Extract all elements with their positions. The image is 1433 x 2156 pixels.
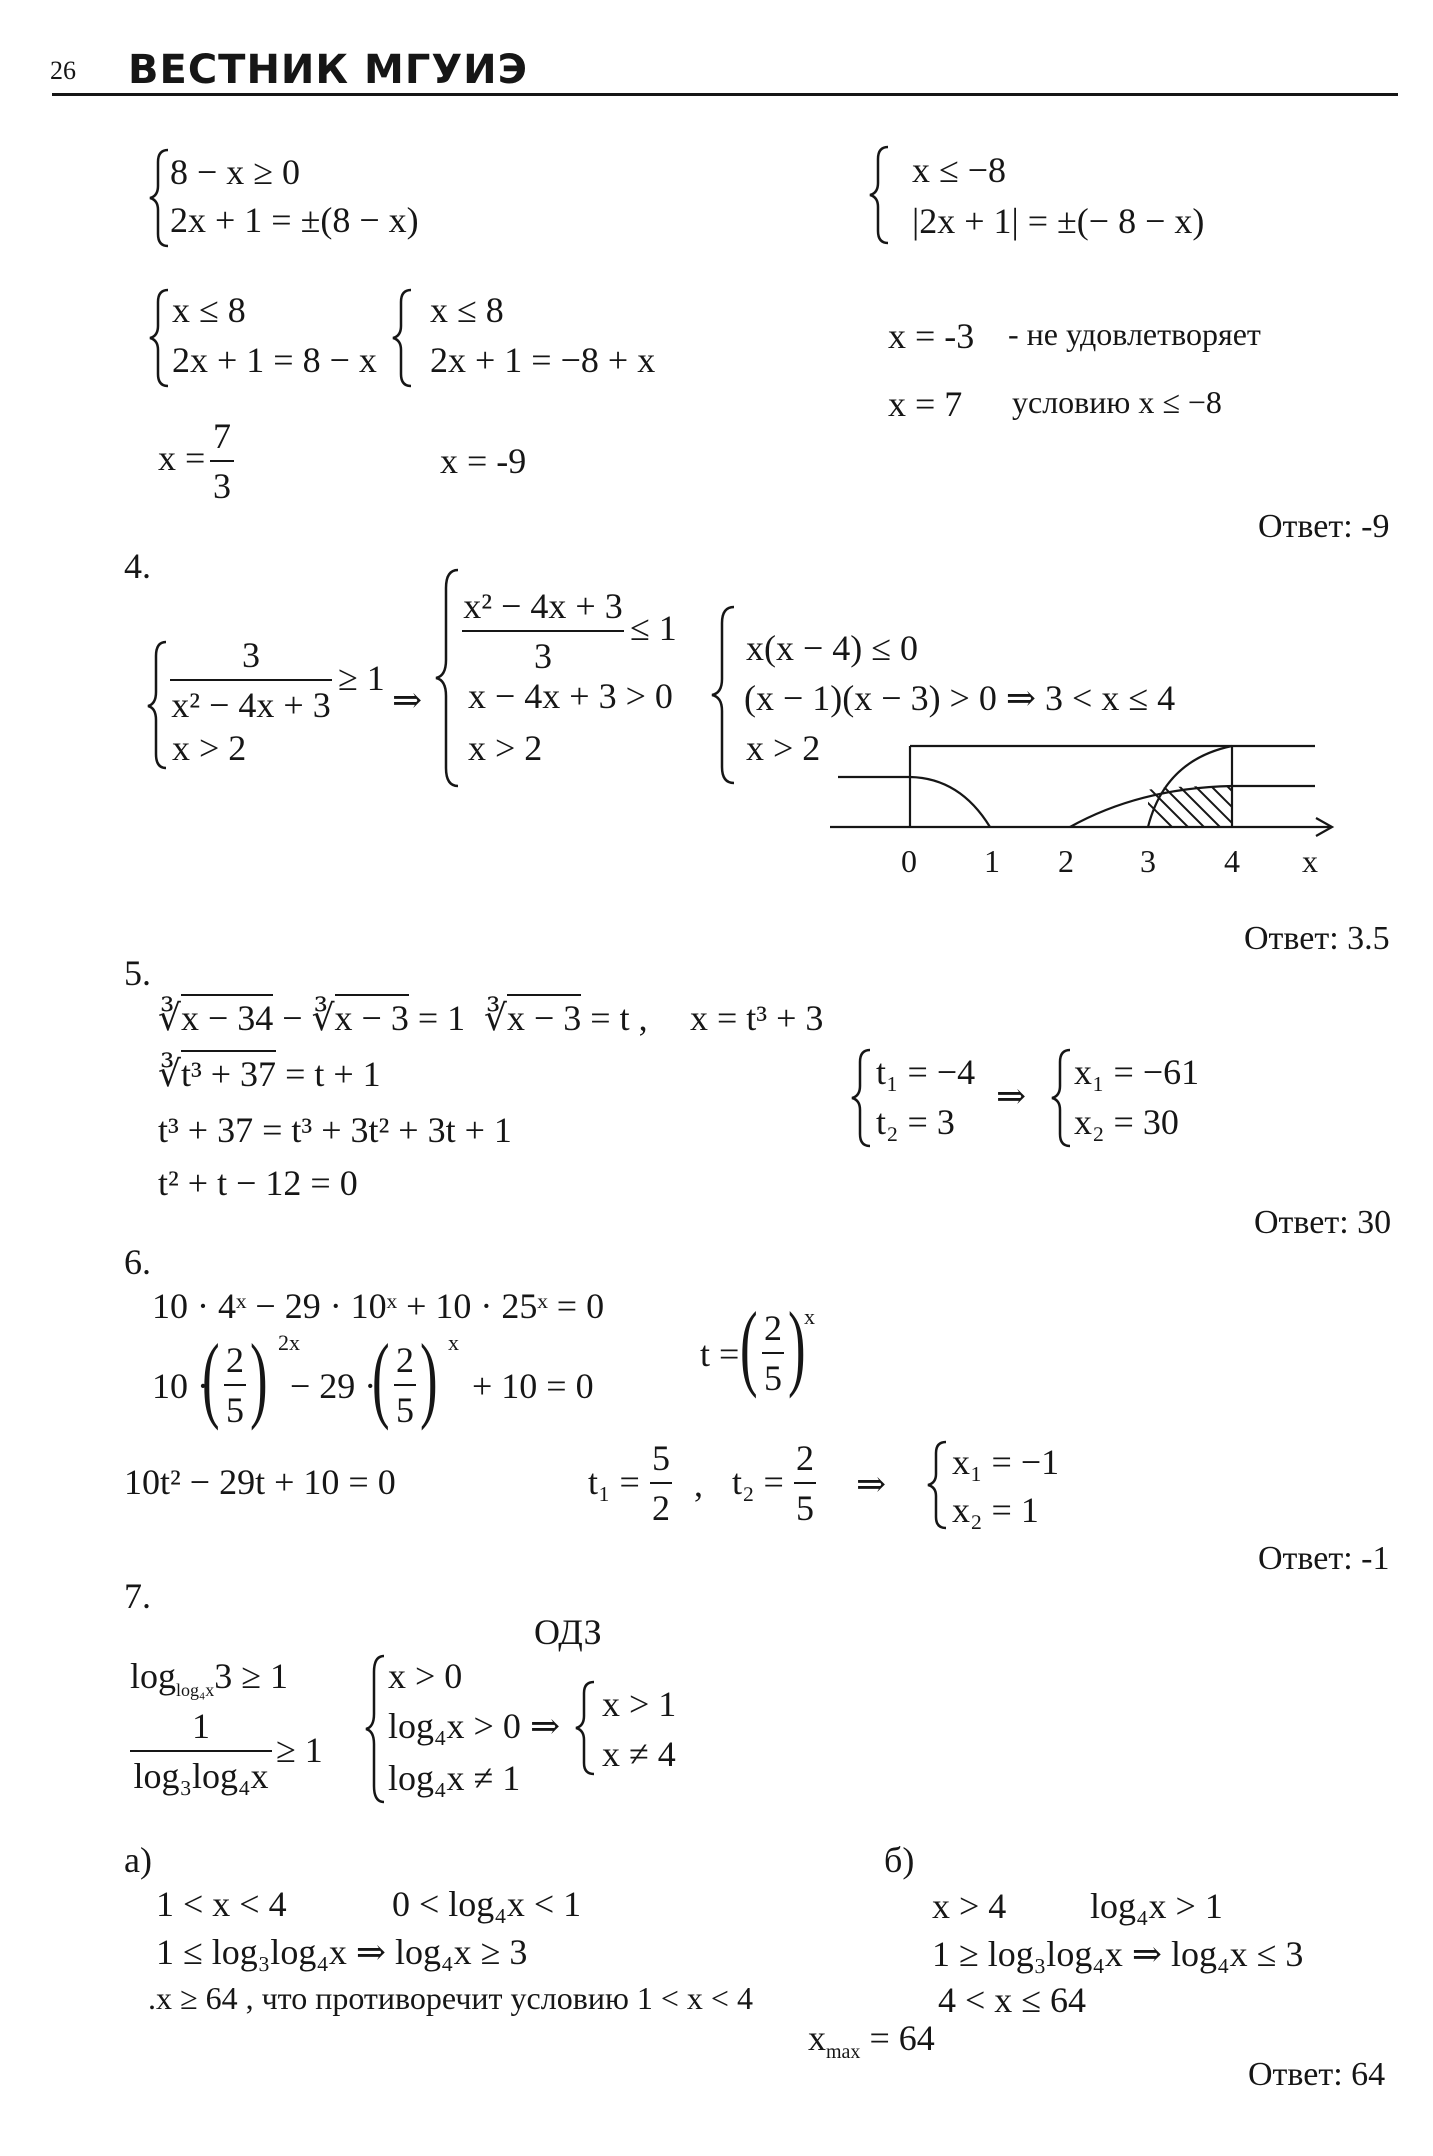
root-sign-1: ∛ [158, 998, 181, 1038]
answer-7: Ответ: 64 [1248, 2056, 1386, 2093]
p4-frac-num: 3 [242, 635, 260, 675]
p5-line3: t³ + 37 = t³ + 3t² + 3t + 1 [158, 1110, 512, 1150]
p4-mid-line3: x > 2 [468, 728, 543, 768]
p5-t1: t₁ = −4 [876, 1052, 976, 1092]
p7-b-label: б) [884, 1840, 915, 1880]
p5-implies: ⇒ [996, 1076, 1027, 1116]
xmax-val: = 64 [860, 2018, 935, 2058]
p6-t2-frac [794, 1440, 816, 1526]
p6-comma: , [694, 1464, 703, 1504]
p6-t1-num: 5 [652, 1438, 670, 1478]
p7-line1 [130, 1658, 288, 1699]
p4-left-fraction [170, 637, 332, 723]
xmax-sub: max [826, 2041, 861, 2063]
journal-title: ВЕСТНИК МГУИЭ [128, 47, 528, 93]
answer-5: Ответ: 30 [1254, 1204, 1392, 1241]
p6-frac-1 [224, 1342, 246, 1428]
p4-mid-line2: x − 4x + 3 > 0 [468, 676, 673, 716]
p6-line2-a: 10 · [152, 1366, 209, 1406]
note-eq-1: x = -3 [888, 316, 975, 356]
brace-p4-left [148, 640, 168, 770]
p5-x-expr: x = t³ + 3 [690, 998, 824, 1038]
p6-line1: 10 · 4ˣ − 29 · 10ˣ + 10 · 25ˣ = 0 [152, 1286, 605, 1326]
p6-t1-den: 2 [652, 1488, 670, 1528]
p6-t1-frac [650, 1440, 672, 1526]
paren-open-3: ( [740, 1292, 758, 1399]
sys4-line2: 2x + 1 = −8 + x [430, 340, 656, 380]
p4-mid-frac-num: x² − 4x + 3 [463, 586, 623, 626]
p5-t2: t₂ = 3 [876, 1102, 955, 1142]
axis-label-3: 3 [1140, 843, 1156, 879]
x1-lhs: x = [158, 438, 206, 478]
xmax-var: x [808, 2018, 826, 2058]
p4-right-line2: (x − 1)(x − 3) > 0 ⇒ 3 < x ≤ 4 [744, 678, 1176, 718]
p5-x2: x₂ = 30 [1074, 1102, 1179, 1142]
p7-res-2: x ≠ 4 [602, 1734, 676, 1774]
p4-le1: ≤ 1 [630, 608, 677, 648]
log-base: log₄x [176, 1680, 215, 1700]
axis-label-x: x [1302, 843, 1318, 879]
paren-open-2: ( [372, 1324, 390, 1431]
brace-p4-right [712, 605, 736, 785]
interval-diagram [820, 735, 1340, 879]
p7-a-line1: 1 < x < 4 [156, 1884, 287, 1924]
p7-b-line2: log₄x > 1 [1090, 1886, 1223, 1926]
x2-value: x = -9 [440, 441, 527, 481]
x1-fraction [210, 418, 234, 504]
sub-rhs: = t , [581, 998, 648, 1038]
p4-right-line1: x(x − 4) ≤ 0 [746, 628, 919, 668]
p6-frac2-num: 2 [396, 1340, 414, 1380]
p5-line2 [158, 1056, 381, 1092]
p6-x1: x₁ = −1 [952, 1442, 1060, 1482]
p4-mid-fraction [462, 588, 624, 674]
p7-a-line3: 1 ≤ log₃log₄x ⇒ log₄x ≥ 3 [156, 1932, 528, 1972]
p6-frac1-num: 2 [226, 1340, 244, 1380]
answer-4: Ответ: 3.5 [1244, 920, 1390, 957]
p7-b-line1: x > 4 [932, 1886, 1007, 1926]
line2-rhs: = t + 1 [276, 1054, 381, 1094]
p7-odz-label: ОДЗ [534, 1612, 602, 1652]
brace-p7-res [576, 1680, 596, 1776]
paren-close-1: ) [250, 1324, 268, 1431]
log-word: log [130, 1656, 177, 1696]
answer-6: Ответ: -1 [1258, 1540, 1390, 1577]
sub-root: ∛ [484, 998, 507, 1038]
p7-odz-2: log₄x > 0 [388, 1706, 521, 1746]
p6-t2-lhs: t₂ = [732, 1462, 784, 1502]
p6-line2-c: + 10 = 0 [472, 1366, 594, 1406]
axis-label-4: 4 [1224, 843, 1240, 879]
p7-odz-3: log₄x ≠ 1 [388, 1758, 521, 1798]
p6-frac2-den: 5 [396, 1390, 414, 1430]
problem-7-number: 7. [124, 1576, 151, 1616]
root-sign-2: − ∛ [273, 998, 335, 1038]
log-rest: 3 ≥ 1 [214, 1656, 289, 1696]
line1-rhs: = 1 [408, 998, 466, 1038]
p6-t1-lhs: t₁ = [588, 1462, 640, 1502]
p4-left-x-gt-2: x > 2 [172, 728, 247, 768]
p5-line4: t² + t − 12 = 0 [158, 1163, 358, 1203]
p7-a-label: а) [124, 1840, 152, 1880]
axis-label-2: 2 [1058, 843, 1074, 879]
p7-implies: ⇒ [530, 1706, 561, 1746]
sys1-line1: 8 − x ≥ 0 [170, 152, 301, 192]
p6-exp-2x: 2x [278, 1330, 300, 1355]
brace-sys4 [393, 288, 413, 388]
sys3-line2: 2x + 1 = 8 − x [172, 340, 377, 380]
axis-label-0: 0 [901, 843, 917, 879]
radicand-3: t³ + 37 [181, 1050, 276, 1094]
note-eq-2: x = 7 [888, 384, 963, 424]
p6-implies: ⇒ [856, 1464, 887, 1504]
p7-b-line4: 4 < x ≤ 64 [938, 1980, 1087, 2020]
paren-open-1: ( [202, 1324, 220, 1431]
p5-substitution [484, 1000, 648, 1036]
sys2-line2: |2x + 1| = ±(− 8 − x) [912, 201, 1205, 241]
note-text-1: - не удовлетворяет [1008, 316, 1261, 352]
axis-label-1: 1 [984, 843, 1000, 879]
p6-frac-3 [762, 1310, 784, 1396]
p6-x2: x₂ = 1 [952, 1490, 1039, 1530]
p5-x1: x₁ = −61 [1074, 1052, 1200, 1092]
brace-p6-x [928, 1440, 948, 1530]
p6-exp-x-2: x [804, 1304, 815, 1329]
p6-t2-den: 5 [796, 1488, 814, 1528]
p4-implies-1: ⇒ [392, 680, 423, 720]
brace-sys2 [870, 145, 890, 245]
header-rule [52, 93, 1398, 96]
paren-close-3: ) [788, 1292, 806, 1399]
p4-frac-den: x² − 4x + 3 [171, 685, 331, 725]
p7-odz-1: x > 0 [388, 1656, 463, 1696]
p6-t-def: t = [700, 1334, 740, 1374]
sys3-line1: x ≤ 8 [172, 290, 246, 330]
brace-sys1 [150, 148, 170, 248]
p7-res-1: x > 1 [602, 1684, 677, 1724]
p6-t2-num: 2 [796, 1438, 814, 1478]
p6-exp-x-1: x [448, 1330, 459, 1355]
p7-frac-num: 1 [192, 1706, 210, 1746]
page-number: 26 [50, 56, 76, 85]
p4-ge1: ≥ 1 [338, 658, 385, 698]
p4-mid-frac-den: 3 [534, 636, 552, 676]
p7-xmax [808, 2020, 935, 2062]
root-sign-3: ∛ [158, 1054, 181, 1094]
p7-a-line4: .x ≥ 64 , что противоречит условию 1 < x < 4 [148, 1980, 753, 2016]
p6-frac1-den: 5 [226, 1390, 244, 1430]
p7-b-line3: 1 ≥ log₃log₄x ⇒ log₄x ≤ 3 [932, 1934, 1304, 1974]
note-text-2: условию x ≤ −8 [1012, 384, 1222, 420]
brace-p4-mid [436, 568, 460, 788]
sys1-line2: 2x + 1 = ±(8 − x) [170, 200, 419, 240]
brace-p5-x [1052, 1048, 1072, 1148]
brace-p7-odz [366, 1654, 386, 1804]
p7-frac-den: log₃log₄x [133, 1756, 269, 1796]
paren-close-2: ) [420, 1324, 438, 1431]
p6-frac-2 [394, 1342, 416, 1428]
p5-line1 [158, 1000, 465, 1036]
x1-den: 3 [213, 466, 231, 506]
brace-sys3 [150, 288, 170, 388]
p7-ge1: ≥ 1 [276, 1730, 323, 1770]
x1-num: 7 [213, 416, 231, 456]
p6-line2-b: − 29 · [290, 1366, 377, 1406]
brace-p5-t [852, 1048, 872, 1148]
p4-right-line3: x > 2 [746, 728, 821, 768]
sys4-line1: x ≤ 8 [430, 290, 504, 330]
radicand-1: x − 34 [181, 994, 273, 1038]
p7-fraction [130, 1708, 272, 1794]
answer-3: Ответ: -9 [1258, 508, 1390, 545]
problem-6-number: 6. [124, 1242, 151, 1282]
p6-frac3-den: 5 [764, 1358, 782, 1398]
p6-frac3-num: 2 [764, 1308, 782, 1348]
problem-5-number: 5. [124, 953, 151, 993]
problem-4-number: 4. [124, 546, 151, 586]
p6-line3: 10t² − 29t + 10 = 0 [124, 1462, 396, 1502]
radicand-2: x − 3 [335, 994, 409, 1038]
sys2-line1: x ≤ −8 [912, 150, 1007, 190]
sub-radicand: x − 3 [507, 994, 581, 1038]
p7-a-line2: 0 < log₄x < 1 [392, 1884, 582, 1924]
